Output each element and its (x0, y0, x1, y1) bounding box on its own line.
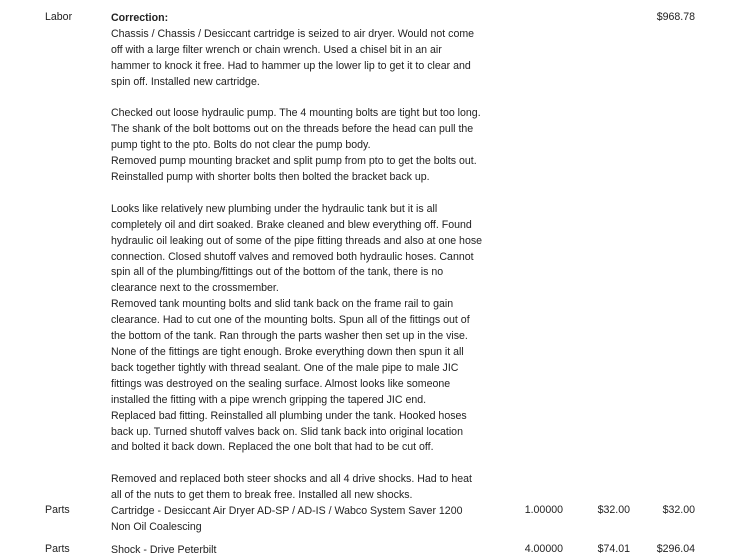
part-description: Shock - Drive Peterbilt (111, 544, 217, 556)
labor-paragraph: Removed and replaced both steer shocks and all 4 drive shocks. Had to heat all of the nuts to get them to break free. Installed all new shocks. (111, 473, 472, 502)
labor-paragraph: Looks like relatively new plumbing under the hydraulic tank but it is all completely oil and dirt soaked. Brake cleaned and blew everything off. Found hydraulic oil leaking out of some of the pipe fitting threads and also at one hose connection. Closed shutoff valves and removed both hydraulic hoses. Cannot spin all of the plumbing/fittings out of the bottom of the tank, there is no clearance next to the crossmember. Removed tank mounting bolts and slid tank back on the frame rail to gain clearance. Had to cut one of the mounting bolts. Spun all of the fittings out of the bottom of the tank. Ran through the parts washer then set up in the vise. None of the fittings are tight enough. Broke everything down then spun it all back together tightly with thread sealant. One of the male pipe to male JIC fittings was destroyed on the sealing surface. Almost looks like someone installed the fitting with a pipe wrench gripping the tapered JIC end. Replaced bad fitting. Reinstalled all plumbing under the tank. Hooked hoses back up. Turned shutoff valves back on. Slid tank back into original location and bolted it back down. Replaced the one bolt that had to be cut off. (111, 202, 483, 454)
line-type-label: Parts (45, 504, 70, 516)
part-amount: $296.04 (656, 543, 695, 555)
labor-title: Correction: (111, 12, 169, 24)
part-description: Cartridge - Desiccant Air Dryer AD-SP / AD-IS / Wabco System Saver 1200 Non Oil Coalescing (111, 505, 463, 533)
labor-description (111, 11, 501, 504)
part-quantity: 4.00000 (524, 543, 563, 555)
part-unit-price: $32.00 (597, 504, 630, 516)
part-unit-price: $74.01 (597, 543, 630, 555)
labor-paragraph: Chassis / Chassis / Desiccant cartridge is seized to air dryer. Would not come off with a large filter wrench or chain wrench. Used a chisel bit in an air hammer to knock it free. Had to hammer up the lower lip to get it to clear and spin off. Installed new cartridge. (111, 27, 475, 88)
part-amount: $32.00 (662, 504, 695, 516)
labor-paragraph: Checked out loose hydraulic pump. The 4 mounting bolts are tight but too long. The shank of the bolt bottoms out on the threads before the head can pull the pump tight to the pto. Bolts do not clear the pump body. Removed pump mounting bracket and split pump from pto to get the bolts out. Reinstalled pump with shorter bolts then bolted the bracket back up. (111, 107, 481, 184)
line-type-label: Parts (45, 543, 70, 555)
part-quantity: 1.00000 (524, 504, 563, 516)
labor-amount: $968.78 (656, 11, 695, 23)
line-type-label: Labor (45, 11, 73, 23)
